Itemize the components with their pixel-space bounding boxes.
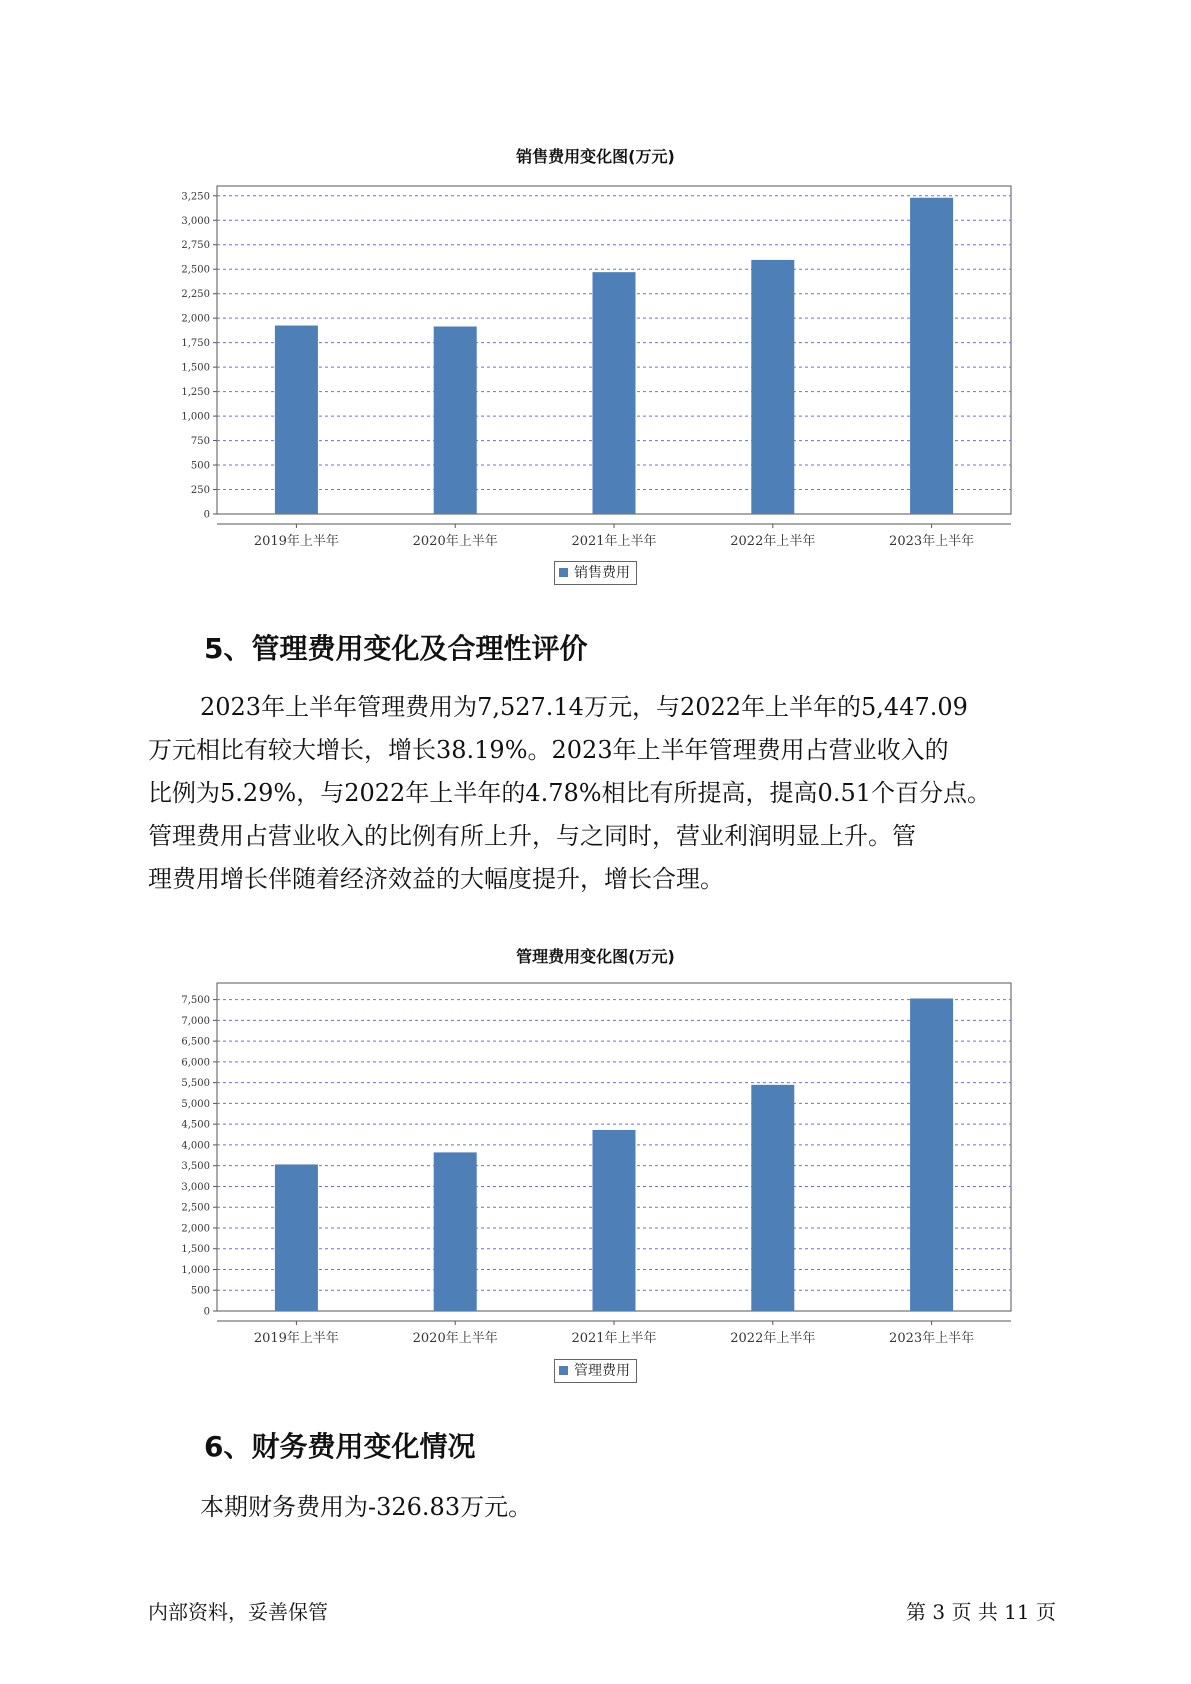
legend-label: 销售费用 bbox=[574, 565, 630, 581]
bar bbox=[275, 326, 318, 514]
bar bbox=[434, 327, 477, 514]
y-tick-label: 2,750 bbox=[181, 240, 210, 252]
x-tick-label: 2023年上半年 bbox=[889, 1331, 975, 1346]
mgmt-chart-title: 管理费用变化图(万元) bbox=[516, 947, 675, 966]
bar bbox=[910, 198, 953, 514]
bar bbox=[434, 1152, 477, 1311]
section6-paragraph bbox=[148, 1486, 1048, 1529]
paragraph-line: 理费用增长伴随着经济效益的大幅度提升，增长合理。 bbox=[148, 865, 724, 893]
section5-paragraph bbox=[148, 686, 1048, 901]
bar bbox=[275, 1164, 318, 1311]
legend-swatch bbox=[559, 568, 568, 577]
bar bbox=[593, 1130, 636, 1311]
y-tick-label: 500 bbox=[190, 460, 210, 472]
bar bbox=[751, 1085, 794, 1311]
y-tick-label: 6,000 bbox=[181, 1057, 210, 1069]
y-tick-label: 250 bbox=[190, 485, 210, 497]
mgmt-chart-legend bbox=[554, 1359, 637, 1383]
legend-label: 管理费用 bbox=[574, 1363, 630, 1379]
y-tick-label: 0 bbox=[203, 1306, 210, 1318]
sales-chart-title: 销售费用变化图(万元) bbox=[516, 147, 675, 166]
paragraph-line: 比例为5.29%，与2022年上半年的4.78%相比有所提高，提高0.51个百分点。 bbox=[148, 779, 991, 807]
x-tick-label: 2021年上半年 bbox=[571, 534, 657, 549]
y-tick-label: 6,500 bbox=[181, 1036, 210, 1048]
y-tick-label: 3,000 bbox=[181, 1181, 210, 1193]
x-tick-label: 2020年上半年 bbox=[412, 534, 498, 549]
y-tick-label: 3,500 bbox=[181, 1161, 210, 1173]
y-tick-label: 7,000 bbox=[181, 1015, 210, 1027]
y-tick-label: 2,250 bbox=[181, 289, 210, 301]
footer-page-number: 第 3 页 共 11 页 bbox=[906, 1600, 1056, 1624]
y-tick-label: 1,000 bbox=[181, 1264, 210, 1276]
x-tick-label: 2021年上半年 bbox=[571, 1331, 657, 1346]
bar bbox=[751, 260, 794, 514]
section6-heading: 6、财务费用变化情况 bbox=[204, 1430, 476, 1463]
y-tick-label: 1,500 bbox=[181, 1244, 210, 1256]
y-tick-label: 3,000 bbox=[181, 215, 210, 227]
mgmt-expense-chart bbox=[0, 970, 1191, 1346]
paragraph-line: 本期财务费用为-326.83万元。 bbox=[200, 1493, 533, 1521]
y-tick-label: 500 bbox=[190, 1285, 210, 1297]
x-tick-label: 2019年上半年 bbox=[253, 1331, 339, 1346]
x-tick-label: 2023年上半年 bbox=[889, 534, 975, 549]
y-tick-label: 4,500 bbox=[181, 1119, 210, 1131]
y-tick-label: 1,250 bbox=[181, 387, 210, 399]
bar bbox=[910, 998, 953, 1311]
sales-chart-legend bbox=[554, 561, 637, 585]
y-tick-label: 2,000 bbox=[181, 1223, 210, 1235]
footer-confidential: 内部资料，妥善保管 bbox=[148, 1600, 328, 1624]
legend-swatch bbox=[559, 1366, 568, 1375]
x-tick-label: 2020年上半年 bbox=[412, 1331, 498, 1346]
y-tick-label: 2,500 bbox=[181, 264, 210, 276]
x-tick-label: 2022年上半年 bbox=[730, 1331, 816, 1346]
y-tick-label: 0 bbox=[203, 509, 210, 521]
paragraph-line: 万元相比有较大增长，增长38.19%。2023年上半年管理费用占营业收入的 bbox=[148, 736, 949, 764]
x-tick-label: 2022年上半年 bbox=[730, 534, 816, 549]
y-tick-label: 5,500 bbox=[181, 1078, 210, 1090]
section5-heading: 5、管理费用变化及合理性评价 bbox=[204, 632, 588, 665]
x-tick-label: 2019年上半年 bbox=[253, 534, 339, 549]
sales-expense-chart bbox=[0, 170, 1191, 549]
y-tick-label: 2,500 bbox=[181, 1202, 210, 1214]
y-tick-label: 4,000 bbox=[181, 1140, 210, 1152]
y-tick-label: 3,250 bbox=[181, 191, 210, 203]
paragraph-line: 2023年上半年管理费用为7,527.14万元，与2022年上半年的5,447.09 bbox=[200, 693, 968, 721]
y-tick-label: 1,000 bbox=[181, 411, 210, 423]
y-tick-label: 7,500 bbox=[181, 995, 210, 1007]
y-tick-label: 1,500 bbox=[181, 362, 210, 374]
y-tick-label: 750 bbox=[190, 436, 210, 448]
y-tick-label: 1,750 bbox=[181, 338, 210, 350]
bar bbox=[593, 272, 636, 514]
y-tick-label: 2,000 bbox=[181, 313, 210, 325]
paragraph-line: 管理费用占营业收入的比例有所上升，与之同时，营业利润明显上升。管 bbox=[148, 822, 916, 850]
y-tick-label: 5,000 bbox=[181, 1098, 210, 1110]
